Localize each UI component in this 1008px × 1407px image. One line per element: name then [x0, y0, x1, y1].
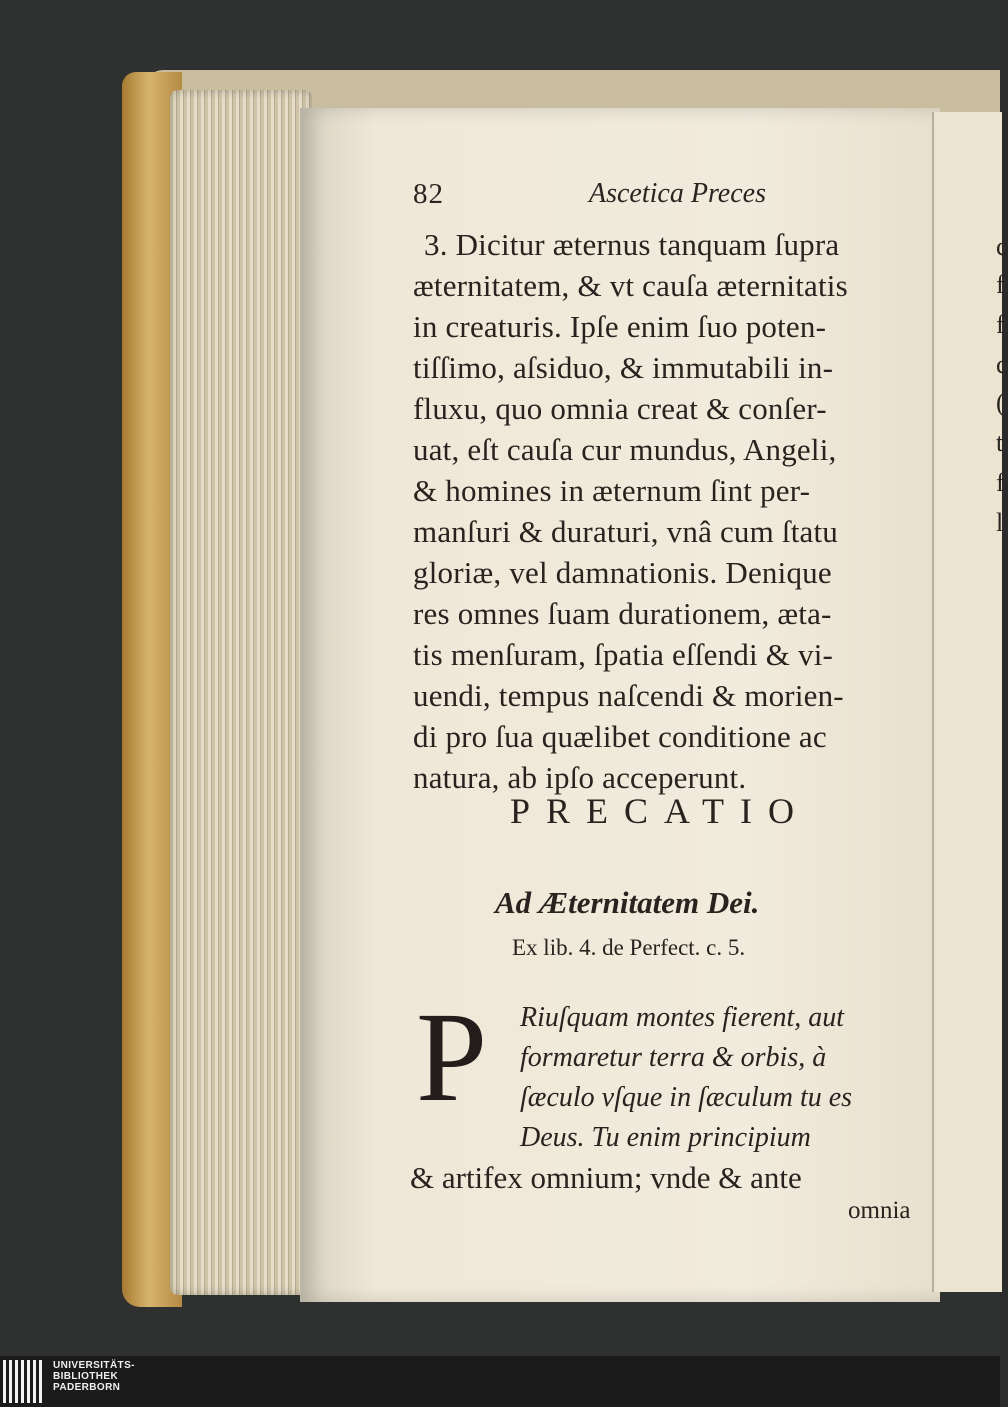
source-reference: Ex lib. 4. de Perfect. c. 5. — [512, 935, 746, 960]
prayer-line: formaretur terra & orbis, à — [520, 1042, 827, 1073]
paragraph-line: 3. Dicitur æternus tanquam ſupra — [424, 227, 840, 262]
page-header — [413, 178, 833, 216]
prayer-line: Riuſquam montes fierent, aut — [520, 1002, 845, 1033]
library-footer — [0, 1356, 1000, 1407]
paragraph-line: res omnes ſuam durationem, æta- — [413, 596, 832, 631]
facing-page-letter: c — [996, 232, 1008, 261]
facing-page-letter: t — [996, 428, 1004, 457]
facing-page-strip — [932, 112, 1008, 1292]
facing-page-letter: f — [996, 310, 1005, 339]
catchword: omnia — [848, 1197, 911, 1224]
paragraph-line: & homines in æternum ſint per- — [413, 473, 811, 508]
library-logo-text-line: PADERBORN — [53, 1382, 121, 1393]
paragraph-line: in creaturis. Ipſe enim ſuo poten- — [413, 309, 827, 344]
facing-page-letter: f — [996, 270, 1005, 299]
facing-page-letter: f — [996, 468, 1005, 497]
section-subheading: Ad Æternitatem Dei. — [495, 885, 760, 920]
running-head: Ascetica Preces — [589, 178, 766, 209]
paragraph-line: tis menſuram, ſpatia eſſendi & vi- — [413, 637, 834, 672]
facing-page-letter: c — [996, 350, 1008, 379]
drop-cap: P — [416, 986, 488, 1128]
paragraph-line: uendi, tempus naſcendi & morien- — [413, 678, 844, 713]
paragraph-line: di pro ſua quælibet conditione ac — [413, 719, 827, 754]
facing-page-letter: ( — [996, 388, 1005, 417]
facing-page-letter: l — [996, 508, 1004, 537]
paragraph-line: manſuri & duraturi, vnâ cum ſtatu — [413, 514, 838, 549]
page-block-edge — [170, 90, 312, 1295]
library-logo-text-line: BIBLIOTHEK — [53, 1371, 119, 1382]
paragraph-line: uat, eſt cauſa cur mundus, Angeli, — [413, 432, 837, 467]
paragraph-line: tiſſimo, aſsiduo, & immutabili in- — [413, 350, 834, 385]
page-number: 82 — [413, 178, 444, 210]
paragraph-line: gloriæ, vel damnationis. Denique — [413, 555, 832, 590]
university-library-logo-icon — [0, 1356, 48, 1407]
library-logo-text-line: UNIVERSITÄTS- — [53, 1360, 135, 1371]
section-heading: PRECATIO — [510, 791, 811, 831]
paragraph-line: natura, ab ipſo acceperunt. — [413, 760, 747, 795]
prayer-line: Deus. Tu enim principium — [520, 1122, 811, 1153]
paragraph-line: æternitatem, & vt cauſa æternitatis — [413, 268, 848, 303]
paragraph-line: fluxu, quo omnia creat & conſer- — [413, 391, 827, 426]
prayer-line: ſæculo vſque in ſæculum tu es — [520, 1082, 853, 1113]
prayer-line: & artifex omnium; vnde & ante — [410, 1160, 802, 1195]
